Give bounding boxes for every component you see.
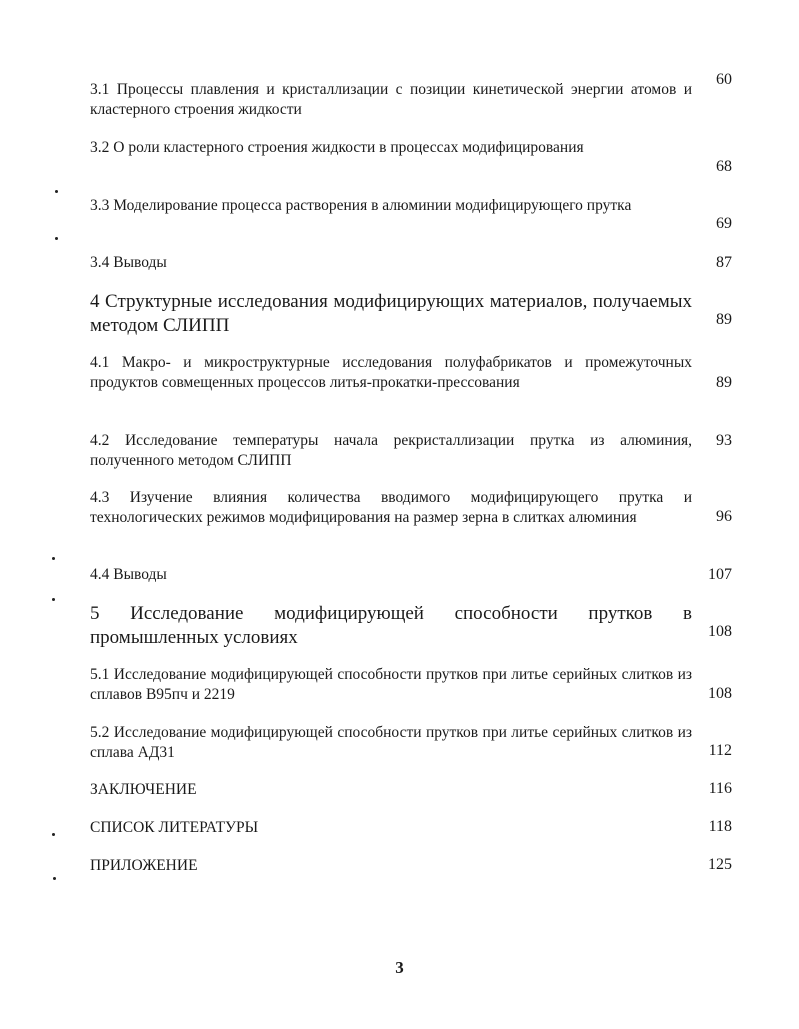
toc-page-4-3: 96 [716,508,732,525]
toc-entry-chapter-4: 4 Структурные исследования модифицирующих материалов, получаемых методом СЛИПП [90,291,692,336]
toc-entry-3-4: 3.4 Выводы [90,254,167,271]
toc-entry-conclusion: ЗАКЛЮЧЕНИЕ [90,781,197,798]
toc-page-chapter-5: 108 [708,623,732,640]
toc-entry-4-1: 4.1 Макро- и микроструктурные исследования полуфабрикатов и промежуточных продуктов совмещенных процессов литья-прокатки-прессования [90,354,692,391]
toc-page-3-4: 87 [716,254,732,271]
toc-page-3-3: 69 [716,215,732,232]
scan-speck [52,833,55,836]
toc-entry-5-2: 5.2 Исследование модифицирующей способности прутков при литье серийных слитков из сплава АД31 [90,724,692,761]
toc-entry-4-3: 4.3 Изучение влияния количества вводимого модифицирующего прутка и технологических режимов модифицирования на размер зерна в слитках алюминия [90,489,692,526]
toc-page-references: 118 [708,818,732,835]
toc-entry-3-3: 3.3 Моделирование процесса растворения в алюминии модифицирующего прутка [90,197,632,214]
toc-page-appendix: 125 [708,856,732,873]
toc-entry-appendix: ПРИЛОЖЕНИЕ [90,857,198,874]
scan-speck [52,598,55,601]
page-number: 3 [395,958,404,977]
toc-page-conclusion: 116 [708,780,732,797]
scan-speck [53,877,56,880]
scan-speck [55,190,58,193]
toc-entry-5-1: 5.1 Исследование модифицирующей способности прутков при литье серийных слитков из сплавов В95пч и 2219 [90,666,692,703]
toc-page-chapter-4: 89 [716,311,732,328]
toc-page-4-4: 107 [708,566,732,583]
toc-entry-chapter-5: 5 Исследование модифицирующей способности прутков в промышленных условиях [90,603,692,648]
toc-entry-3-1: 3.1 Процессы плавления и кристаллизации с позиции кинетической энергии атомов и кластерного строения жидкости [90,81,692,118]
scan-speck [55,237,58,240]
toc-page-3-1: 60 [716,71,732,88]
toc-page-5-2: 112 [708,742,732,759]
scan-speck [52,557,55,560]
toc-entry-references: СПИСОК ЛИТЕРАТУРЫ [90,819,259,836]
toc-entry-4-4: 4.4 Выводы [90,566,167,583]
toc-entry-4-2: 4.2 Исследование температуры начала рекристаллизации прутка из алюминия, полученного методом СЛИПП [90,432,692,469]
toc-page-4-2: 93 [716,432,732,449]
toc-page-3-2: 68 [716,158,732,175]
toc-page-4-1: 89 [716,374,732,391]
toc-page-5-1: 108 [708,685,732,702]
toc-entry-3-2: 3.2 О роли кластерного строения жидкости в процессах модифицирования [90,139,584,156]
